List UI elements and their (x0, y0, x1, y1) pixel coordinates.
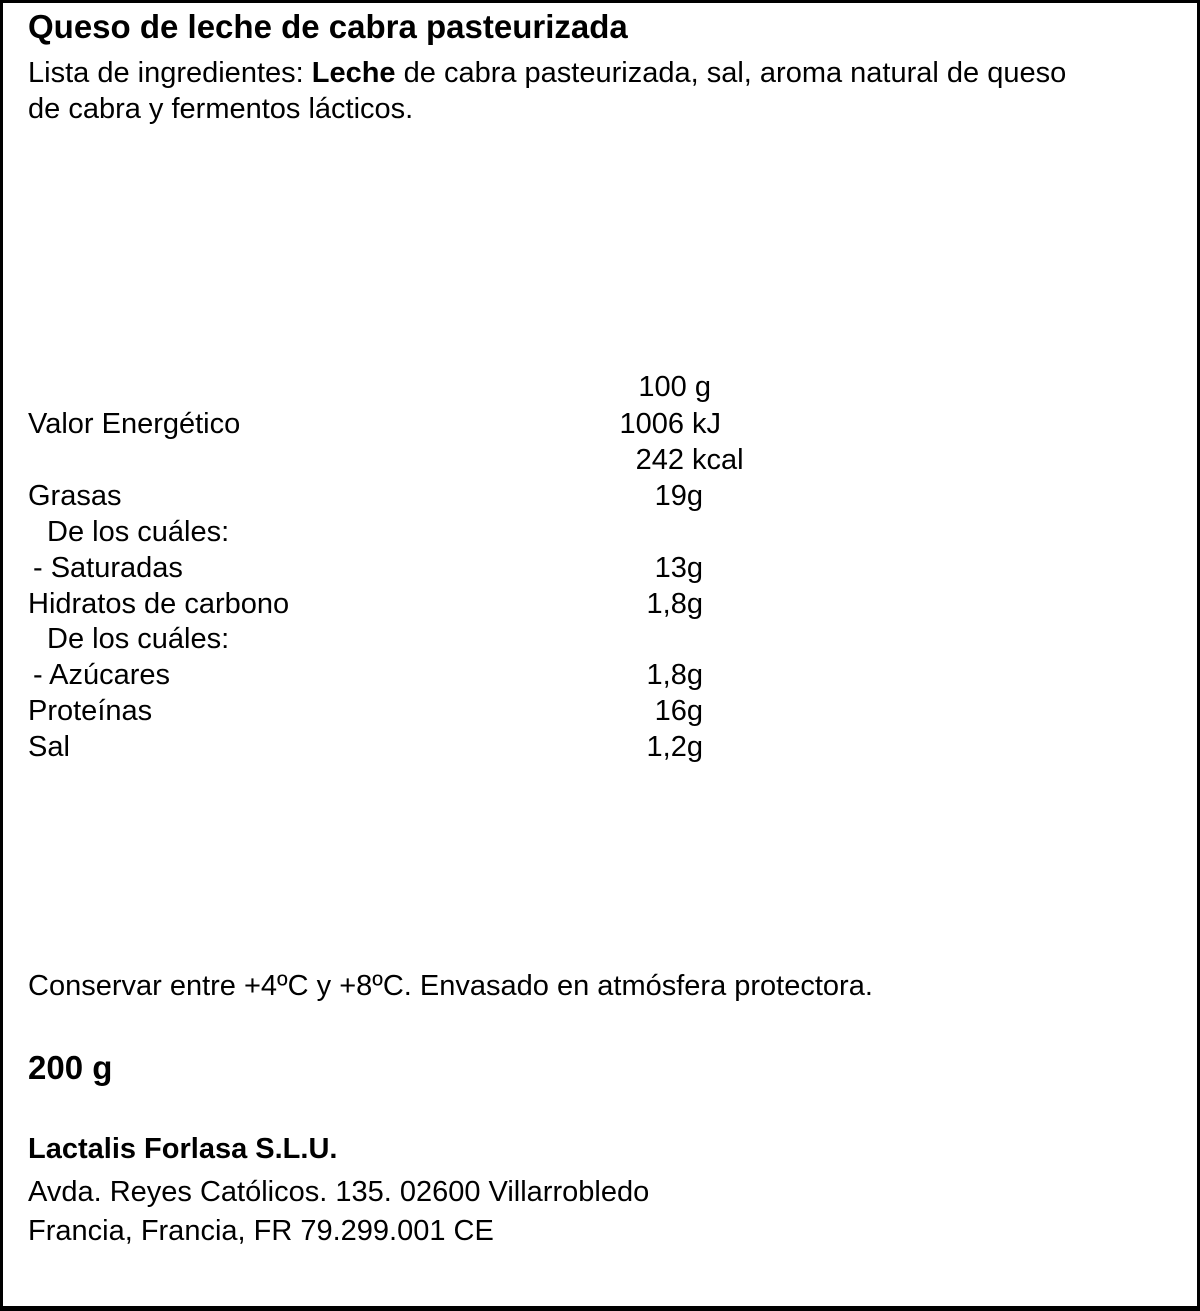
ingredients-line-1 (28, 55, 1066, 91)
net-weight: 200 g (28, 1049, 113, 1086)
nutrient-value: 13g (654, 552, 703, 584)
nutrient-label: Proteínas (28, 695, 153, 727)
nutrient-value: 16g (654, 695, 703, 727)
ingredients-allergen: Leche (311, 57, 396, 89)
ingredients-rest: de cabra pasteurizada, sal, aroma natural de queso (395, 57, 1067, 89)
nutrition-per-header: 100 g (638, 371, 711, 403)
product-title: Queso de leche de cabra pasteurizada (28, 8, 628, 45)
ingredients-line-2: de cabra y fermentos lácticos. (28, 93, 414, 125)
storage-instructions: Conservar entre +4ºC y +8ºC. Envasado en atmósfera protectora. (28, 970, 873, 1002)
manufacturer-address-line-2: Francia, Francia, FR 79.299.001 CE (28, 1215, 494, 1247)
nutrient-label: - Saturadas (33, 552, 183, 584)
energy-kj-unit: kJ (692, 408, 721, 440)
nutrient-label: Grasas (28, 480, 122, 512)
nutrient-sublabel: De los cuáles: (47, 516, 230, 548)
nutrient-value: 1,8g (646, 659, 703, 691)
energy-kcal-unit: kcal (692, 444, 744, 476)
energy-label: Valor Energético (28, 408, 241, 440)
nutrient-label: Sal (28, 731, 70, 763)
nutrient-label: Hidratos de carbono (28, 588, 290, 620)
energy-kj-value: 1006 (619, 408, 684, 440)
nutrient-label: - Azúcares (33, 659, 170, 691)
nutrient-value: 1,2g (646, 731, 703, 763)
ingredients-prefix: Lista de ingredientes: (28, 57, 312, 89)
nutrient-value: 19g (654, 480, 703, 512)
nutrient-value: 1,8g (646, 588, 703, 620)
nutrient-sublabel: De los cuáles: (47, 623, 230, 655)
energy-kcal-value: 242 (635, 444, 684, 476)
manufacturer-name: Lactalis Forlasa S.L.U. (28, 1133, 338, 1165)
manufacturer-address-line-1: Avda. Reyes Católicos. 135. 02600 Villarrobledo (28, 1176, 650, 1208)
